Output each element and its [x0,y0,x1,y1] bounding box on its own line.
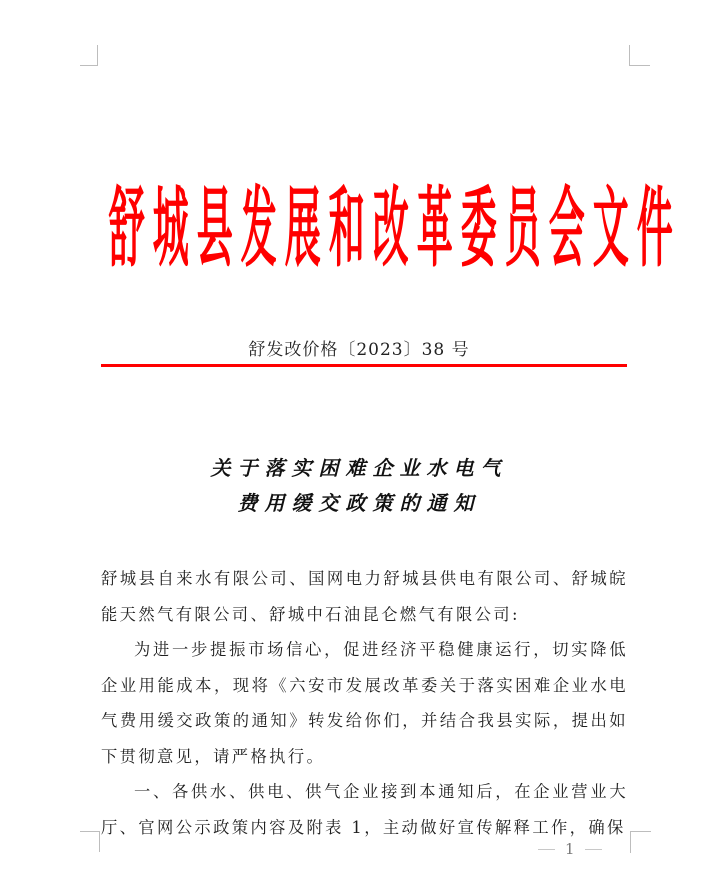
masthead-char: 改 [372,178,409,280]
document-body [101,561,628,845]
page-number: 1 [565,840,575,858]
body-paragraph-item-1: 一、各供水、供电、供气企业接到本通知后，在企业营业大厅、官网公示政策内容及附表 1，主动做好宣传解释工作，确保 [101,782,628,837]
document-number: 舒发改价格〔2023〕38 号 [248,340,470,360]
red-separator-line [101,364,627,367]
masthead-char: 舒 [108,178,145,280]
masthead-char: 城 [152,178,189,280]
notice-title-line-1: 关于落实困难企业水电气 [210,456,508,480]
masthead-char: 委 [460,178,497,280]
notice-title-line-2: 费用缓交政策的通知 [237,491,481,515]
dash-left [538,849,555,850]
crop-mark-top-left [80,45,98,66]
crop-mark-top-right [629,45,650,66]
addressee: 舒城县自来水有限公司、国网电力舒城县供电有限公司、舒城皖能天然气有限公司、舒城中石油昆仑燃气有限公司: [101,569,628,624]
masthead-title [100,178,673,280]
dash-right [585,849,602,850]
crop-mark-bottom-left [80,831,100,852]
masthead-char: 件 [636,178,673,280]
page-number-footer [538,840,602,858]
masthead-char: 发 [240,178,277,280]
body-paragraph-intro: 为进一步提振市场信心，促进经济平稳健康运行，切实降低企业用能成本，现将《六安市发展改革委关于落实困难企业水电气费用缓交政策的通知》转发给你们，并结合我县实际，提出如下贯彻意见，请严格执行。 [101,640,628,766]
masthead-char: 文 [592,178,629,280]
crop-mark-bottom-right [630,831,651,853]
masthead-char: 员 [504,178,541,280]
masthead-char: 县 [196,178,233,280]
masthead-char: 革 [416,178,453,280]
masthead-char: 和 [328,178,365,280]
masthead-char: 展 [284,178,321,280]
masthead-char: 会 [548,178,585,280]
